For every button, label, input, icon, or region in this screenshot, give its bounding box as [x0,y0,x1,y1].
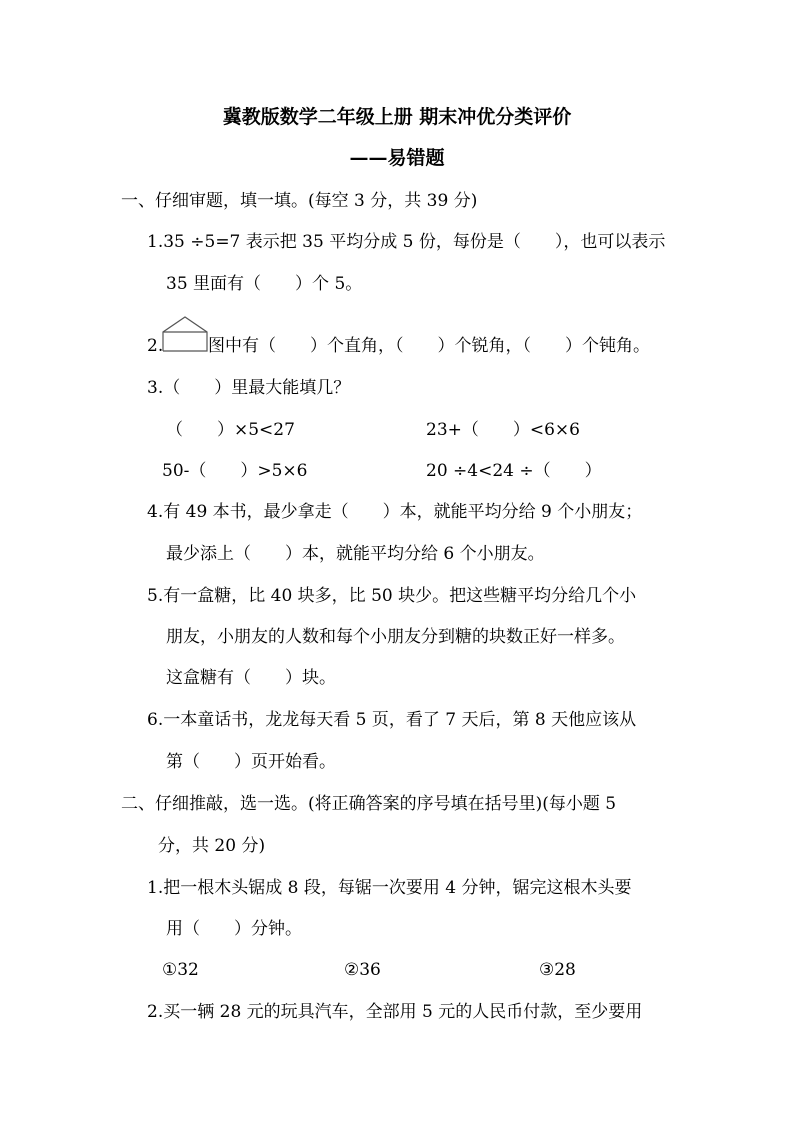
q5-line1: 5.有一盒糖，比 40 块多，比 50 块少。把这些糖平均分给几个小 [147,586,637,606]
q2-text: 图中有（ ）个直角，（ ）个锐角，（ ）个钝角。 [208,336,650,356]
q6-line1: 6.一本童话书，龙龙每天看 5 页，看了 7 天后，第 8 天他应该从 [147,710,637,730]
q4-line2: 最少添上（ ）本，就能平均分给 6 个小朋友。 [166,544,545,564]
q3-item-c: 50-（ ）>5×6 [162,461,308,481]
s2-q2-line1: 2.买一辆 28 元的玩具汽车，全部用 5 元的人民币付款，至少要用 [147,1002,643,1022]
q4-line1: 4.有 49 本书，最少拿走（ ）本，就能平均分给 9 个小朋友； [147,502,643,522]
house-shape-figure [162,316,208,352]
q3-item-b: 23+（ ）<6×6 [426,420,580,440]
s2-q1-option-3: ③28 [539,960,576,980]
s2-q1-line2: 用（ ）分钟。 [166,919,302,939]
section1-heading: 一、仔细审题，填一填。(每空 3 分，共 39 分) [121,191,478,211]
page-title: 冀教版数学二年级上册 期末冲优分类评价 [222,106,572,128]
q3-line: 3.（ ）里最大能填几？ [147,378,351,398]
s2-q1-option-2: ②36 [344,960,381,980]
q1-line1: 1.35 ÷5=7 表示把 35 平均分成 5 份，每份是（ ），也可以表示 [147,232,666,252]
s2-q1-option-1: ①32 [162,960,199,980]
q5-line3: 这盒糖有（ ）块。 [166,668,336,688]
q2-number: 2. [147,336,164,356]
s2-q1-line1: 1.把一根木头锯成 8 段，每锯一次要用 4 分钟，锯完这根木头要 [147,878,632,898]
q3-item-d: 20 ÷4<24 ÷（ ） [426,461,602,481]
section2-heading-line2: 分，共 20 分) [158,836,266,856]
q6-line2: 第（ ）页开始看。 [166,752,336,772]
q5-line2: 朋友，小朋友的人数和每个小朋友分到糖的块数正好一样多。 [166,627,625,647]
page-subtitle: ——易错题 [349,147,445,169]
section2-heading-line1: 二、仔细推敲，选一选。(将正确答案的序号填在括号里)(每小题 5 [121,794,617,814]
q3-item-a: （ ）×5<27 [166,420,295,440]
q1-line2: 35 里面有（ ）个 5。 [166,274,363,294]
